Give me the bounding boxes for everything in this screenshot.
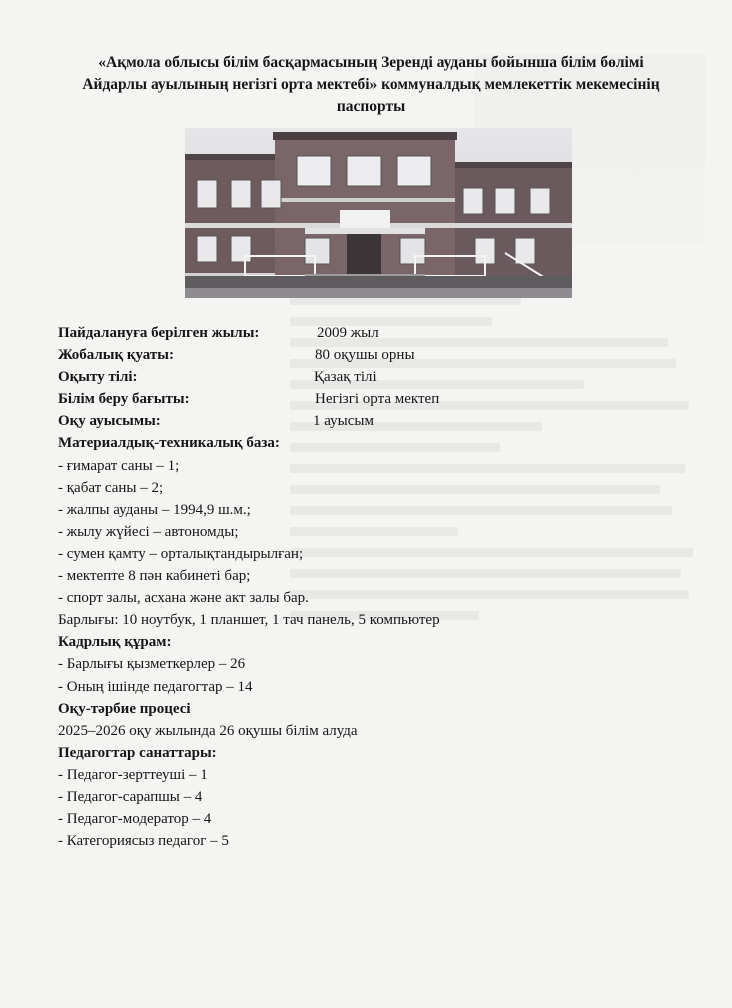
staff-item: - Барлығы қызметкерлер – 26 [58, 656, 246, 673]
category-item: - Педагог-сарапшы – 4 [58, 788, 203, 805]
info-label: Жобалық қуаты: [58, 347, 174, 364]
passport-content [58, 322, 618, 852]
info-value: 2009 жыл [317, 325, 379, 341]
info-label: Білім беру бағыты: [58, 391, 190, 408]
material-item: - жалпы ауданы – 1994,9 ш.м.; [58, 501, 251, 518]
staff-heading: Кадрлық құрам: [58, 634, 172, 651]
info-label: Пайдалануға берілген жылы: [58, 325, 260, 341]
material-item: - мектепте 8 пән кабинеті бар; [58, 568, 251, 585]
material-heading: Материалдық-техникалық база: [58, 435, 280, 452]
material-item: - қабат саны – 2; [58, 479, 164, 496]
title-line-2: Айдарлы ауылының негізгі орта мектебі» коммуналдық мемлекеттік мекемесінің [82, 76, 660, 93]
document-title [60, 52, 682, 118]
school-building-icon [185, 128, 572, 298]
info-value: Негізгі орта мектеп [315, 391, 440, 408]
school-building-photo [185, 128, 572, 298]
info-row-year [58, 322, 618, 344]
material-item: - жылу жүйесі – автономды; [58, 523, 239, 540]
info-row-capacity [58, 344, 618, 366]
material-item: - спорт залы, асхана және акт залы бар. [58, 590, 309, 607]
info-label: Оқыту тілі: [58, 369, 138, 386]
equipment-text: Барлығы: 10 ноутбук, 1 планшет, 1 тач панель, 5 компьютер [58, 612, 440, 629]
material-item: - ғимарат саны – 1; [58, 457, 180, 474]
material-item: - сумен қамту – орталықтандырылған; [58, 545, 304, 562]
info-row-language [58, 366, 618, 388]
info-value: 1 ауысым [313, 413, 374, 430]
staff-item: - Оның ішінде педагогтар – 14 [58, 678, 253, 695]
info-row-shift [58, 410, 618, 432]
process-heading: Оқу-тәрбие процесі [58, 700, 191, 717]
category-item: - Категориясыз педагог – 5 [58, 833, 229, 850]
process-text: 2025–2026 оқу жылында 26 оқушы білім алуда [58, 722, 358, 739]
info-value: 80 оқушы орны [315, 347, 415, 364]
title-line-1: «Ақмола облысы білім басқармасының Зеренді ауданы бойынша білім бөлімі [98, 54, 644, 71]
categories-heading: Педагогтар санаттары: [58, 744, 217, 761]
title-line-3: паспорты [336, 98, 406, 115]
info-row-direction [58, 388, 618, 410]
info-label: Оқу ауысымы: [58, 413, 161, 430]
category-item: - Педагог-зерттеуші – 1 [58, 766, 208, 783]
info-value: Қазақ тілі [314, 369, 377, 386]
category-item: - Педагог-модератор – 4 [58, 811, 212, 828]
